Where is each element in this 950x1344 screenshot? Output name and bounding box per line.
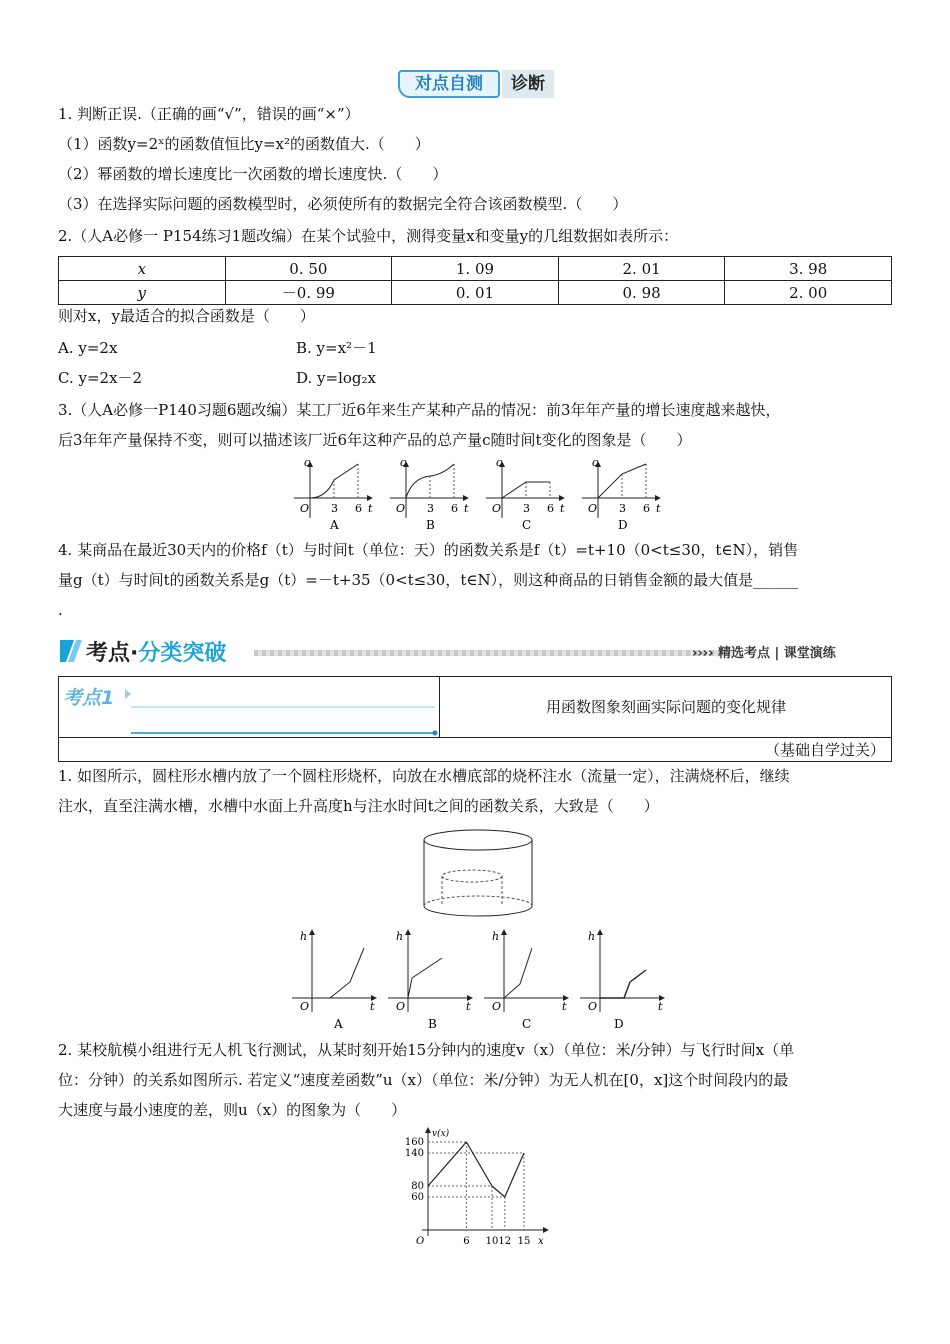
tick-label: 6 [451,502,458,515]
axis-label: t [368,502,373,515]
axis-label: t [464,502,469,515]
axis-label: c [592,456,599,469]
tick-label: 3 [427,502,434,515]
q1-item-2: （2）幂函数的增长速度比一次函数的增长速度快.（ ） [58,165,448,183]
q3-graph-c [486,456,565,532]
section-right-label: ›››› 精选考点 | 课堂演练 [692,646,836,661]
axis-label: t [656,502,661,515]
graph-label: B [428,1017,437,1031]
q3-graph-d [582,456,661,532]
q4-line-2: 量g（t）与时间t的函数关系是g（t）=－t+35（0<t≤30，t∈N），则这种商品的日销售金额的最大值是______ [58,571,799,589]
y-tick-label: 140 [404,1148,424,1159]
table-cell: 0. 01 [392,281,559,305]
graph-label: C [522,1017,532,1031]
table-cell: －0. 99 [225,281,392,305]
table-cell: x [59,257,226,281]
tick-label: 3 [331,502,338,515]
p1-graph-a [292,930,375,1031]
tick-label: 3 [523,502,530,515]
axis-label: t [658,1000,663,1013]
axis-label: t [560,502,565,515]
axis-label: h [492,930,500,943]
origin-label: O [300,502,310,515]
kaodian-title: 用函数图象刻画实际问题的变化规律 [545,698,786,716]
table-cell: 3. 98 [725,257,892,281]
table-cell: 1. 09 [392,257,559,281]
origin-label: O [396,502,406,515]
graph-label: C [522,518,532,532]
x-tick-label: 12 [498,1236,512,1247]
q4-line-3: . [58,601,63,619]
kaodian-label: 考点1 [63,687,115,709]
data-table [58,256,892,305]
kaodian-note: （基础自学过关） [58,738,892,762]
axis-label: h [300,930,308,943]
graph-label: A [330,518,339,532]
q3-graphs [286,456,666,536]
axis-label: h [588,930,596,943]
graph-label: D [614,1017,624,1031]
graph-label: B [426,518,435,532]
origin-label: O [416,1236,425,1247]
tick-label: 6 [355,502,362,515]
axis-label: c [496,456,503,469]
q4-line-1: 4. 某商品在最近30天内的价格f（t）与时间t（单位：天）的函数关系是f（t）=t+10（0<t≤30，t∈N），销售 [58,541,799,559]
x-tick-label: 10 [485,1236,499,1247]
q3-line-2: 后3年年产量保持不变，则可以描述该厂近6年这种产品的总产量c随时间t变化的图象是（ ） [58,431,692,449]
q2-question: 则对x，y最适合的拟合函数是（ ） [58,307,315,325]
section-divider [254,650,734,656]
origin-label: O [492,1000,502,1013]
y-tick-label: 160 [404,1137,424,1148]
kaodian-box [58,676,892,738]
series-segment [505,1153,524,1197]
section-title-b: 分类突破 [138,641,227,666]
q3-graph-a [294,456,373,532]
table-row [59,257,892,281]
axis-label: c [400,456,407,469]
table-cell: 2. 01 [558,257,725,281]
p2-line-3: 大速度与最小速度的差，则u（x）的图象为（ ） [58,1101,407,1119]
graph-label: D [618,518,628,532]
axis-label: t [370,1000,375,1013]
q1-item-1: （1）函数y=2ˣ的函数值恒比y=x²的函数值大.（ ） [58,135,430,153]
badge-side: 诊断 [502,70,554,98]
section-header [58,636,892,666]
origin-label: O [300,1000,310,1013]
tick-label: 3 [619,502,626,515]
origin-label: O [588,1000,598,1013]
cylinder-figure [416,826,540,922]
origin-label: O [588,502,598,515]
p2-line-2: 位：分钟）的关系如图所示. 若定义“速度差函数”u（x）（单位：米/分钟）为无人机在[0，x]这个时间段内的最 [58,1071,789,1089]
y-tick-label: 60 [411,1192,424,1203]
q1-stem: 1. 判断正误.（正确的画“√”，错误的画“×”） [58,105,360,123]
q2-option-a: A. y=2x [58,339,118,357]
section-corner-icon [58,636,86,666]
p1-line-2: 注水，直至注满水槽，水槽中水面上升高度h与注水时间t之间的函数关系，大致是（ ） [58,797,659,815]
q2-stem: 2.（人A必修一 P154练习1题改编）在某个试验中，测得变量x和变量y的几组数据如表所示： [58,227,679,245]
p1-graphs [286,926,666,1034]
x-tick-label: 15 [517,1236,531,1247]
x-tick-label: 6 [463,1236,470,1247]
q2-option-d: D. y=log₂x [296,369,376,387]
q3-graph-b [390,456,469,532]
table-cell: 0. 50 [225,257,392,281]
y-tick-label: 80 [411,1181,424,1192]
q2-option-c: C. y=2x－2 [58,369,143,387]
p2-line-1: 2. 某校航模小组进行无人机飞行测试，从某时刻开始15分钟内的速度v（x）（单位：米/分钟）与飞行时间x（单 [58,1041,795,1059]
y-axis-label: v(x) [432,1129,450,1139]
section-title-a: 考点· [86,641,139,666]
table-cell: 2. 00 [725,281,892,305]
table-cell: 0. 98 [558,281,725,305]
axis-label: t [466,1000,471,1013]
p1-graph-c [484,930,567,1031]
q2-option-b: B. y=x²－1 [296,339,377,357]
velocity-chart [396,1124,556,1250]
axis-label: c [304,456,311,469]
q1-item-3: （3）在选择实际问题的函数模型时，必须使所有的数据完全符合该函数模型.（ ） [58,195,628,213]
origin-label: O [396,1000,406,1013]
tick-label: 6 [547,502,554,515]
p1-graph-d [580,930,663,1031]
x-axis-label: x [538,1236,544,1247]
kaodian-left [59,677,440,737]
origin-label: O [492,502,502,515]
kaodian-decor [125,689,445,739]
p1-line-1: 1. 如图所示，圆柱形水槽内放了一个圆柱形烧杯，向放在水槽底部的烧杯注水（流量一定），注满烧杯后，继续 [58,767,790,785]
graph-label: A [334,1017,343,1031]
axis-label: t [562,1000,567,1013]
series-segment [466,1142,492,1186]
axis-label: h [396,930,404,943]
badge-main: 对点自测 [398,70,500,98]
table-cell: y [59,281,226,305]
table-row [59,281,892,305]
series-segment [428,1142,466,1186]
p1-graph-b [388,930,471,1031]
tick-label: 6 [643,502,650,515]
q3-line-1: 3.（人A必修一P140习题6题改编）某工厂近6年来生产某种产品的情况：前3年年产量的增长速度越来越快， [58,401,781,419]
series-segment [492,1186,505,1197]
section-title [86,636,226,667]
